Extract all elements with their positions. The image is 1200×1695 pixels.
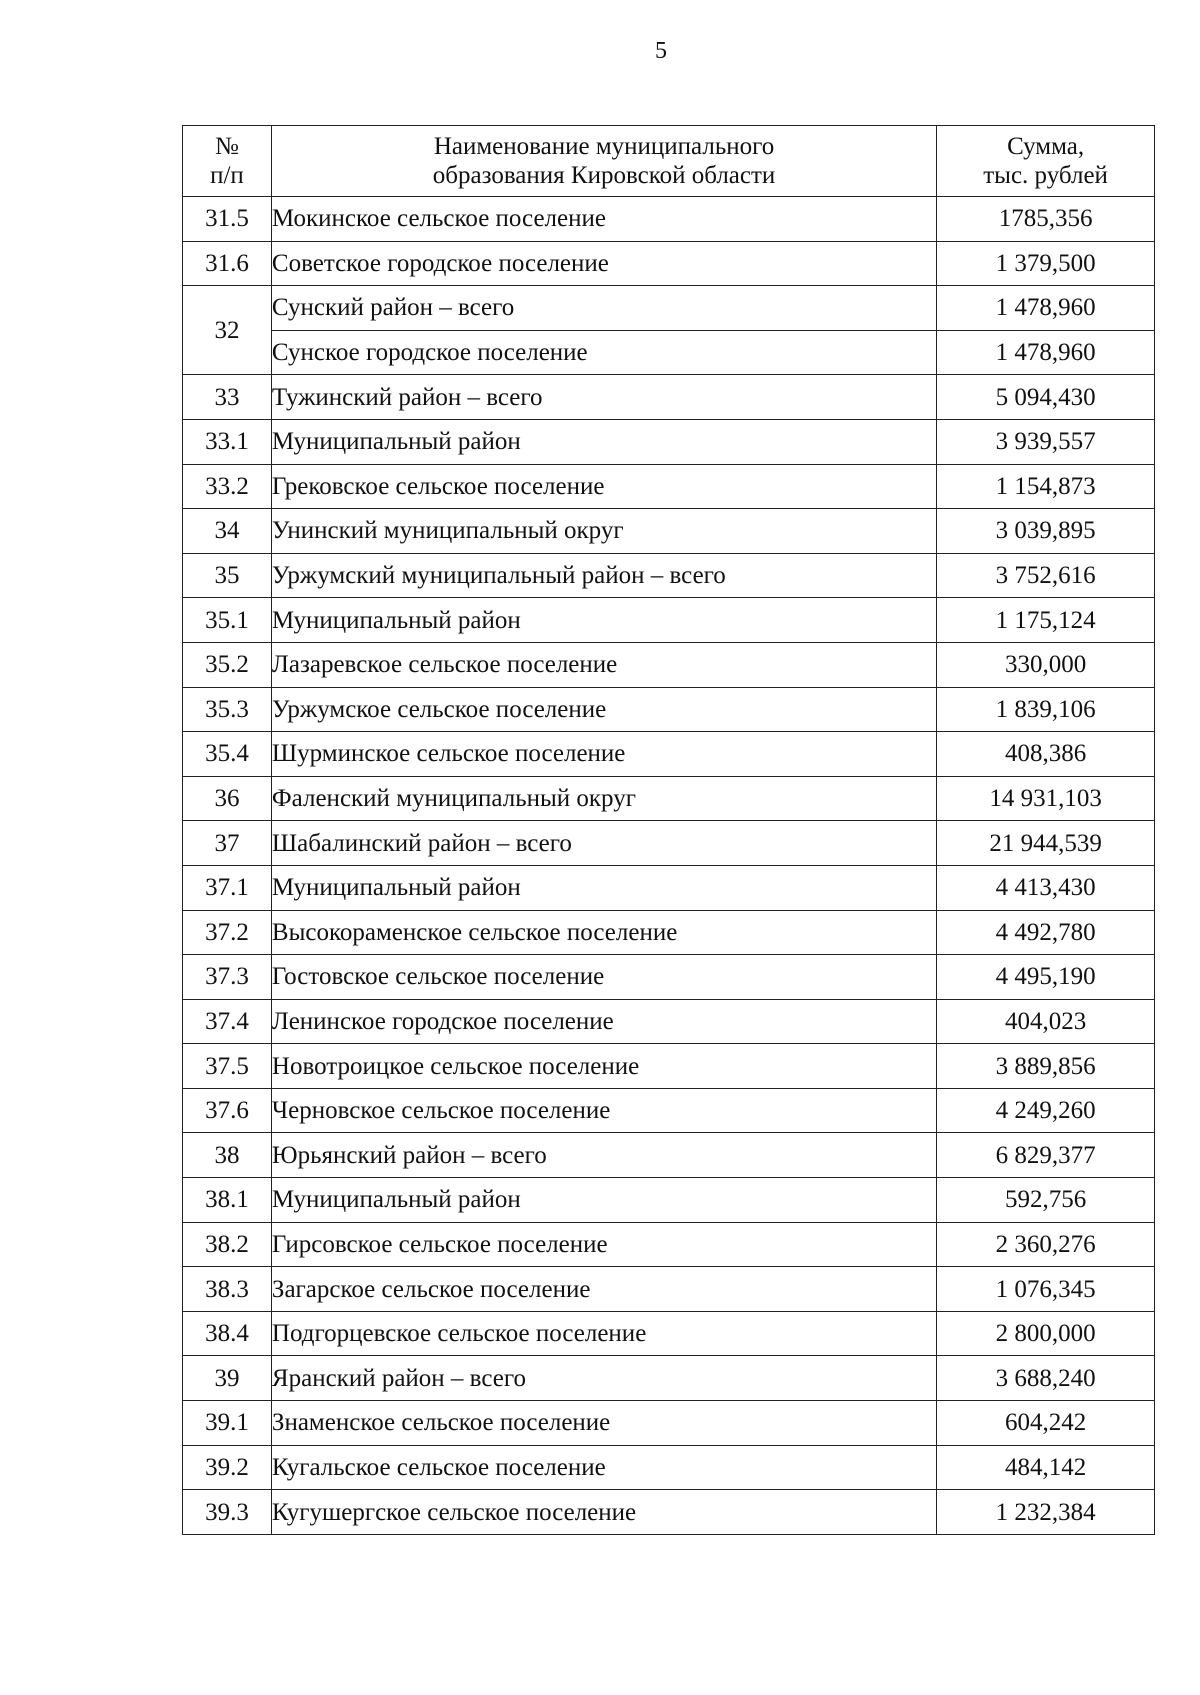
table-row: [183, 865, 1155, 910]
row-municipality-name: Фаленский муниципальный округ: [271, 776, 936, 821]
row-number: 37.4: [183, 999, 272, 1044]
row-number: 36: [183, 776, 272, 821]
row-sum: 1 154,873: [937, 464, 1155, 509]
table-row: [183, 375, 1155, 420]
row-number: 38.4: [183, 1311, 272, 1356]
table-row: [183, 197, 1155, 242]
table-row: [183, 642, 1155, 687]
row-number: 39.3: [183, 1490, 272, 1535]
table-row: [183, 509, 1155, 554]
row-sum: 1 379,500: [937, 241, 1155, 286]
row-number: 37.6: [183, 1088, 272, 1133]
header-sum-line2: тыс. рублей: [983, 162, 1108, 189]
row-sum: 1 478,960: [937, 330, 1155, 375]
row-number: 35: [183, 553, 272, 598]
row-number: 34: [183, 509, 272, 554]
row-municipality-name: Черновское сельское поселение: [271, 1088, 936, 1133]
table-row: [183, 1311, 1155, 1356]
table-row: [183, 464, 1155, 509]
row-municipality-name: Тужинский район – всего: [271, 375, 936, 420]
row-municipality-name: Муниципальный район: [271, 865, 936, 910]
row-number: 33.2: [183, 464, 272, 509]
row-sum: 3 889,856: [937, 1044, 1155, 1089]
row-number: 35.1: [183, 598, 272, 643]
row-number: 35.3: [183, 687, 272, 732]
row-sum: 1 232,384: [937, 1490, 1155, 1535]
table-row: [183, 999, 1155, 1044]
row-number: 38.1: [183, 1178, 272, 1223]
row-number: 38: [183, 1133, 272, 1178]
row-sum: 3 939,557: [937, 419, 1155, 464]
row-municipality-name: Шабалинский район – всего: [271, 821, 936, 866]
table-row: [183, 1222, 1155, 1267]
header-num-line1: №: [215, 133, 239, 160]
row-municipality-name: Грековское сельское поселение: [271, 464, 936, 509]
row-sum: 5 094,430: [937, 375, 1155, 420]
table-row: [183, 1044, 1155, 1089]
table-row: [183, 1088, 1155, 1133]
header-sum-line1: Сумма,: [1007, 133, 1085, 160]
table-row: [183, 1401, 1155, 1446]
row-sum: 1 076,345: [937, 1267, 1155, 1312]
row-number: 38.3: [183, 1267, 272, 1312]
row-municipality-name: Загарское сельское поселение: [271, 1267, 936, 1312]
row-municipality-name: Сунское городское поселение: [271, 330, 936, 375]
table-row: [183, 910, 1155, 955]
table-row: [183, 1445, 1155, 1490]
page-number: 5: [655, 38, 667, 64]
table-row: [183, 776, 1155, 821]
table-row: [183, 419, 1155, 464]
row-sum: 592,756: [937, 1178, 1155, 1223]
row-municipality-name: Уржумское сельское поселение: [271, 687, 936, 732]
header-num-line2: п/п: [210, 162, 244, 189]
row-sum: 2 800,000: [937, 1311, 1155, 1356]
header-name-line2: образования Кировской области: [432, 162, 776, 189]
header-num: [183, 126, 272, 197]
table-row: [183, 732, 1155, 777]
row-municipality-name: Высокораменское сельское поселение: [271, 910, 936, 955]
table-row: [183, 1178, 1155, 1223]
row-number: 35.4: [183, 732, 272, 777]
table-body: [183, 197, 1155, 1535]
row-sum: 4 495,190: [937, 955, 1155, 1000]
row-municipality-name: Яранский район – всего: [271, 1356, 936, 1401]
table-row: [183, 598, 1155, 643]
row-number: 33: [183, 375, 272, 420]
row-sum: 330,000: [937, 642, 1155, 687]
row-number: 37.5: [183, 1044, 272, 1089]
row-municipality-name: Муниципальный район: [271, 1178, 936, 1223]
municipal-sums-table: [182, 125, 1155, 1535]
row-number: 39.2: [183, 1445, 272, 1490]
row-sum: 1 478,960: [937, 286, 1155, 331]
header-name-line1: Наименование муниципального: [433, 133, 775, 160]
row-sum: 3 039,895: [937, 509, 1155, 554]
row-number: 37: [183, 821, 272, 866]
row-municipality-name: Муниципальный район: [271, 598, 936, 643]
row-municipality-name: Гостовское сельское поселение: [271, 955, 936, 1000]
row-municipality-name: Мокинское сельское поселение: [271, 197, 936, 242]
table-row: [183, 330, 1155, 375]
table-row: [183, 1356, 1155, 1401]
row-sum: 484,142: [937, 1445, 1155, 1490]
row-sum: 4 249,260: [937, 1088, 1155, 1133]
row-municipality-name: Унинский муниципальный округ: [271, 509, 936, 554]
row-sum: 1785,356: [937, 197, 1155, 242]
row-municipality-name: Подгорцевское сельское поселение: [271, 1311, 936, 1356]
row-sum: 3 688,240: [937, 1356, 1155, 1401]
row-sum: 4 492,780: [937, 910, 1155, 955]
row-number: 33.1: [183, 419, 272, 464]
row-sum: 2 360,276: [937, 1222, 1155, 1267]
table-row: [183, 955, 1155, 1000]
table-row: [183, 1490, 1155, 1535]
row-municipality-name: Уржумский муниципальный район – всего: [271, 553, 936, 598]
row-sum: 21 944,539: [937, 821, 1155, 866]
row-number: 37.1: [183, 865, 272, 910]
row-sum: 1 839,106: [937, 687, 1155, 732]
row-municipality-name: Знаменское сельское поселение: [271, 1401, 936, 1446]
table-row: [183, 286, 1155, 331]
table-row: [183, 821, 1155, 866]
row-number: 31.6: [183, 241, 272, 286]
row-sum: 408,386: [937, 732, 1155, 777]
row-number: 32: [183, 286, 272, 375]
row-municipality-name: Муниципальный район: [271, 419, 936, 464]
table-row: [183, 553, 1155, 598]
header-sum: [937, 126, 1155, 197]
row-sum: 3 752,616: [937, 553, 1155, 598]
row-sum: 4 413,430: [937, 865, 1155, 910]
row-municipality-name: Гирсовское сельское поселение: [271, 1222, 936, 1267]
row-municipality-name: Сунский район – всего: [271, 286, 936, 331]
row-sum: 1 175,124: [937, 598, 1155, 643]
table-row: [183, 1133, 1155, 1178]
row-number: 38.2: [183, 1222, 272, 1267]
table-row: [183, 241, 1155, 286]
row-municipality-name: Советское городское поселение: [271, 241, 936, 286]
row-number: 31.5: [183, 197, 272, 242]
row-municipality-name: Ленинское городское поселение: [271, 999, 936, 1044]
table-row: [183, 687, 1155, 732]
row-number: 35.2: [183, 642, 272, 687]
row-number: 39.1: [183, 1401, 272, 1446]
row-number: 39: [183, 1356, 272, 1401]
row-municipality-name: Кугальское сельское поселение: [271, 1445, 936, 1490]
row-sum: 404,023: [937, 999, 1155, 1044]
row-sum: 14 931,103: [937, 776, 1155, 821]
row-number: 37.2: [183, 910, 272, 955]
row-municipality-name: Шурминское сельское поселение: [271, 732, 936, 777]
row-municipality-name: Новотроицкое сельское поселение: [271, 1044, 936, 1089]
row-number: 37.3: [183, 955, 272, 1000]
row-sum: 6 829,377: [937, 1133, 1155, 1178]
table-row: [183, 1267, 1155, 1312]
header-name: [271, 126, 936, 197]
row-municipality-name: Кугушергское сельское поселение: [271, 1490, 936, 1535]
row-municipality-name: Юрьянский район – всего: [271, 1133, 936, 1178]
table-header-row: [183, 126, 1155, 197]
row-municipality-name: Лазаревское сельское поселение: [271, 642, 936, 687]
row-sum: 604,242: [937, 1401, 1155, 1446]
